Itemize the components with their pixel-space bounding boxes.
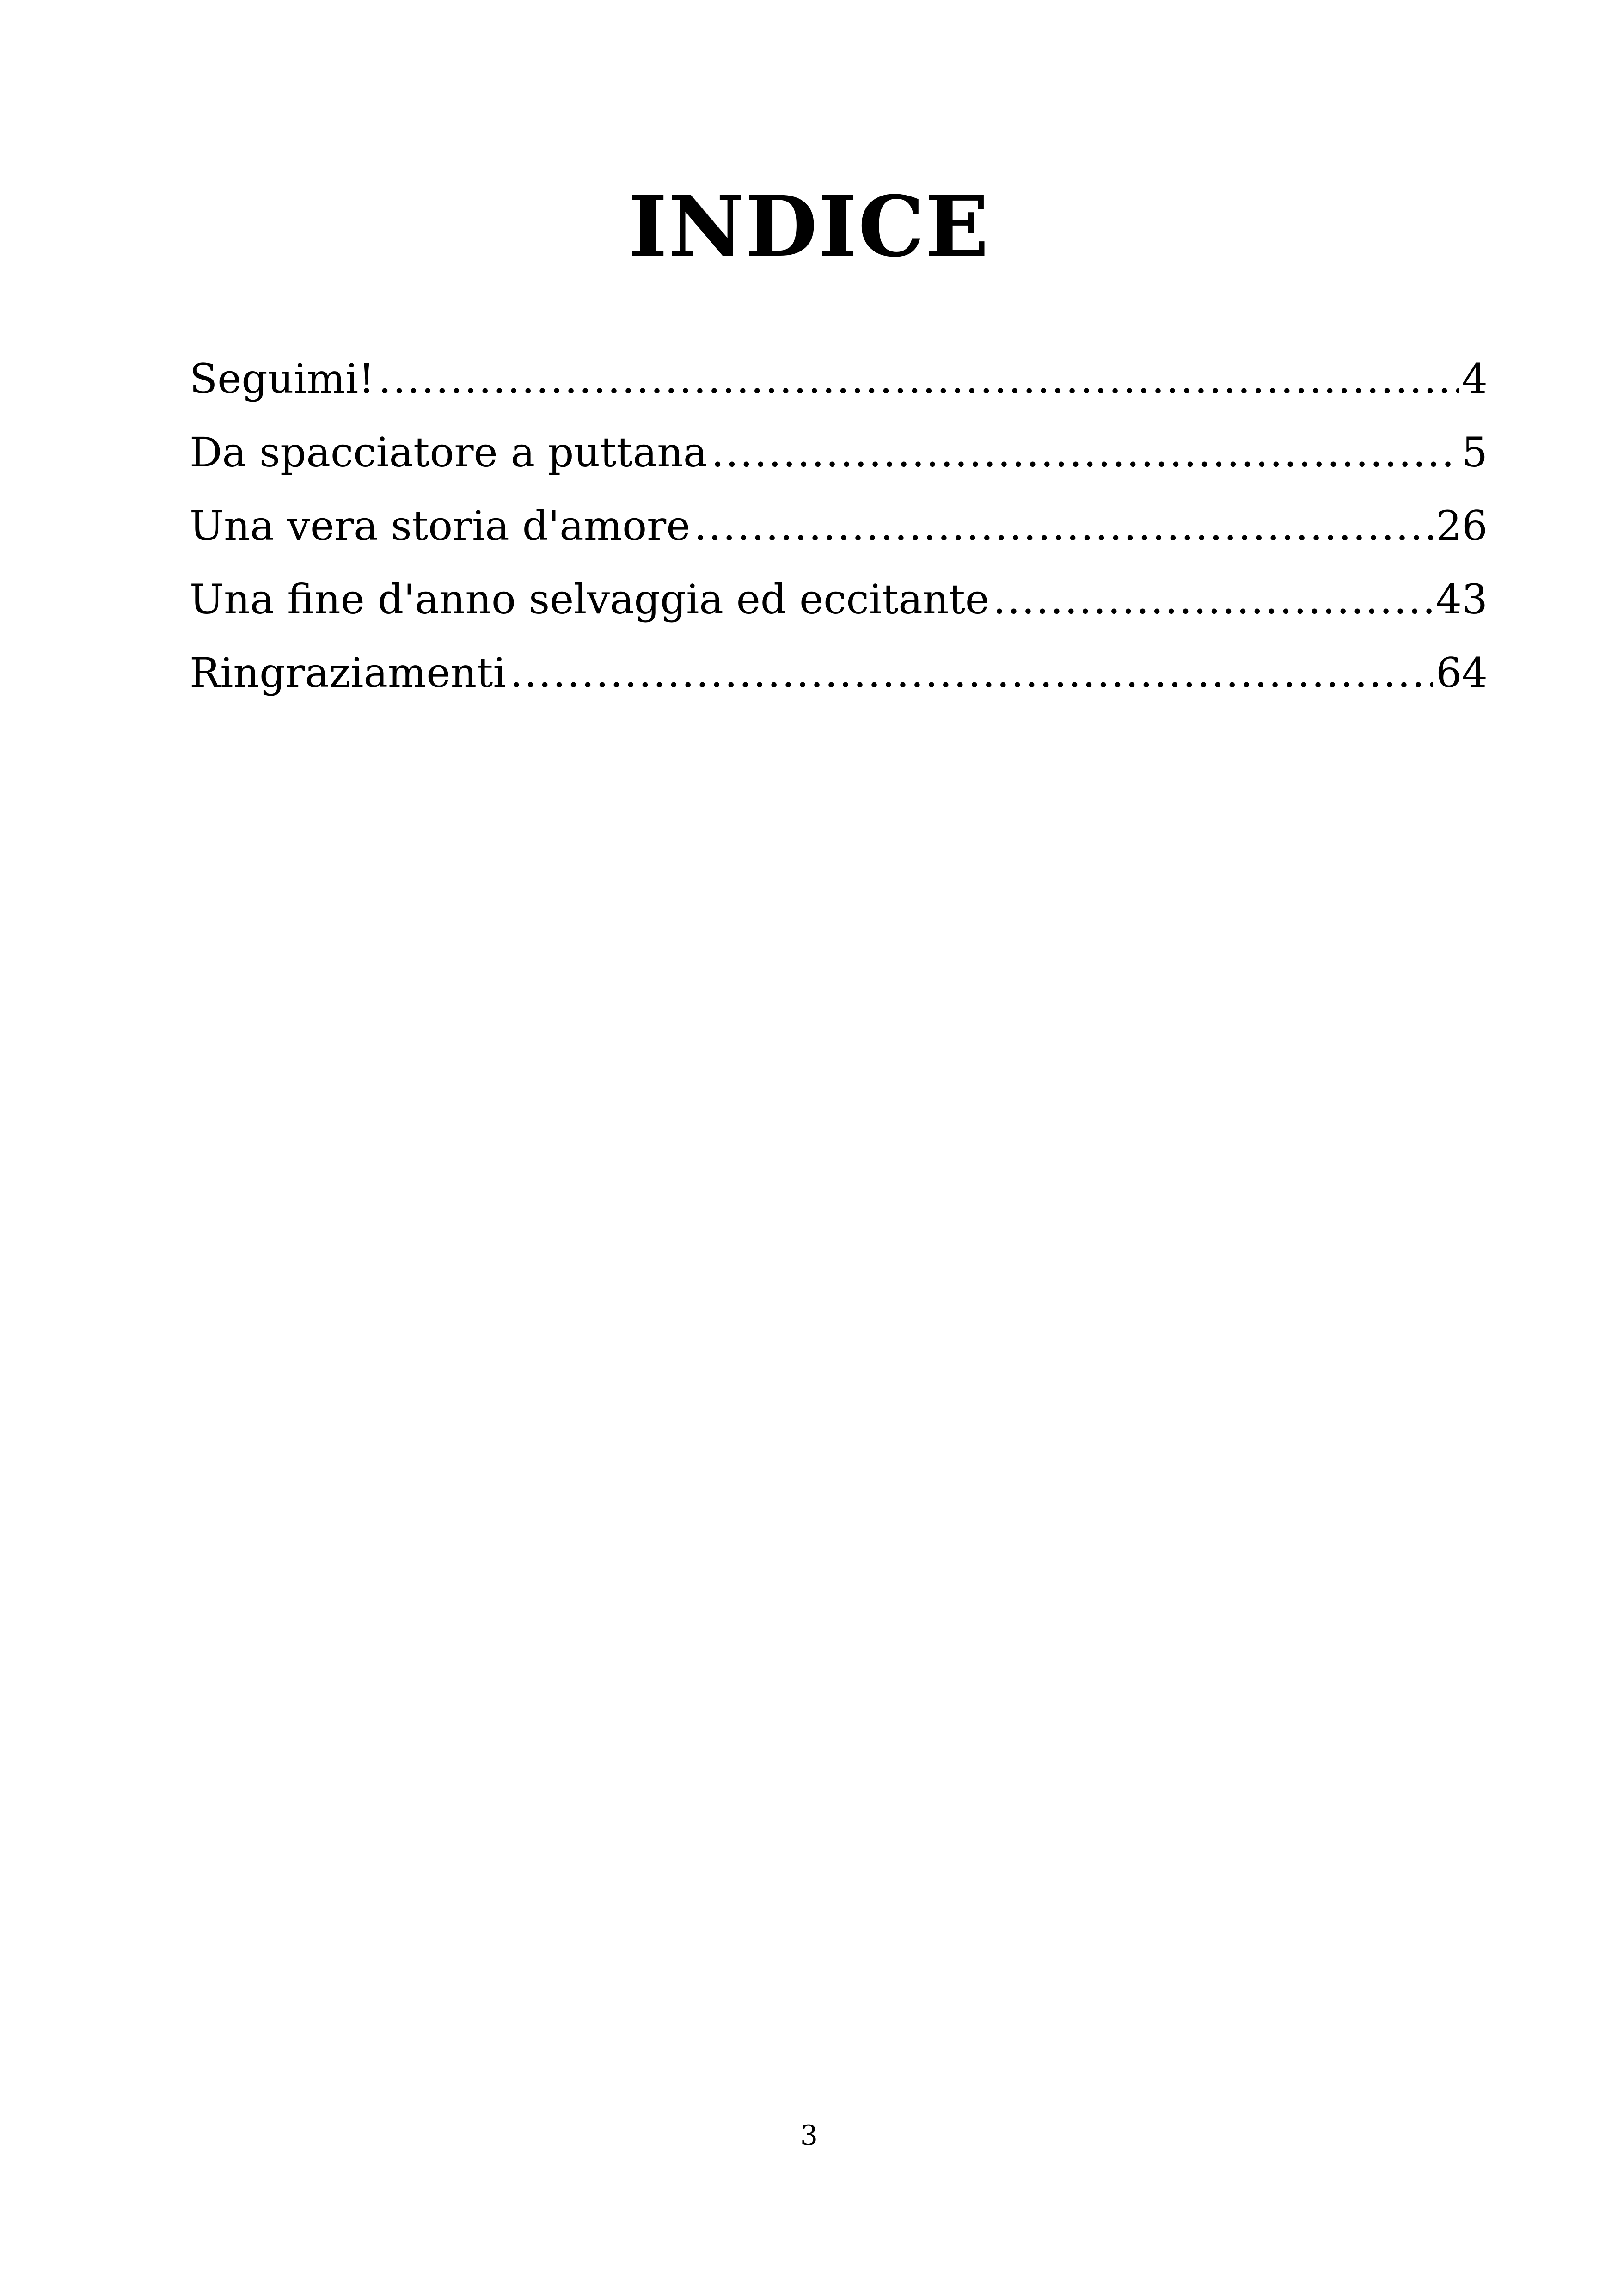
toc-dot-leader bbox=[694, 489, 1433, 563]
toc-dot-leader bbox=[510, 636, 1433, 710]
toc-entry[interactable] bbox=[190, 416, 1488, 489]
toc-dot-leader bbox=[378, 342, 1459, 416]
table-of-contents bbox=[190, 342, 1488, 710]
toc-entry[interactable] bbox=[190, 342, 1488, 416]
toc-entry-title: Ringraziamenti bbox=[190, 649, 506, 697]
toc-entry-page: 64 bbox=[1436, 649, 1488, 697]
toc-entry-page: 43 bbox=[1436, 576, 1488, 623]
toc-entry-title: Una vera storia d'amore bbox=[190, 502, 691, 550]
toc-entry-title: Una fine d'anno selvaggia ed eccitante bbox=[190, 576, 989, 623]
toc-entry-page: 5 bbox=[1462, 429, 1488, 476]
toc-entry[interactable] bbox=[190, 489, 1488, 563]
toc-entry-page: 26 bbox=[1436, 502, 1488, 550]
toc-entry-title: Da spacciatore a puttana bbox=[190, 429, 708, 476]
page-number: 3 bbox=[800, 2119, 818, 2152]
toc-entry-title: Seguimi! bbox=[190, 355, 375, 403]
toc-dot-leader bbox=[993, 563, 1433, 636]
toc-entry[interactable] bbox=[190, 563, 1488, 636]
toc-dot-leader bbox=[711, 416, 1459, 489]
toc-entry-page: 4 bbox=[1462, 355, 1488, 403]
toc-entry[interactable] bbox=[190, 636, 1488, 710]
page-title: INDICE bbox=[628, 178, 990, 276]
